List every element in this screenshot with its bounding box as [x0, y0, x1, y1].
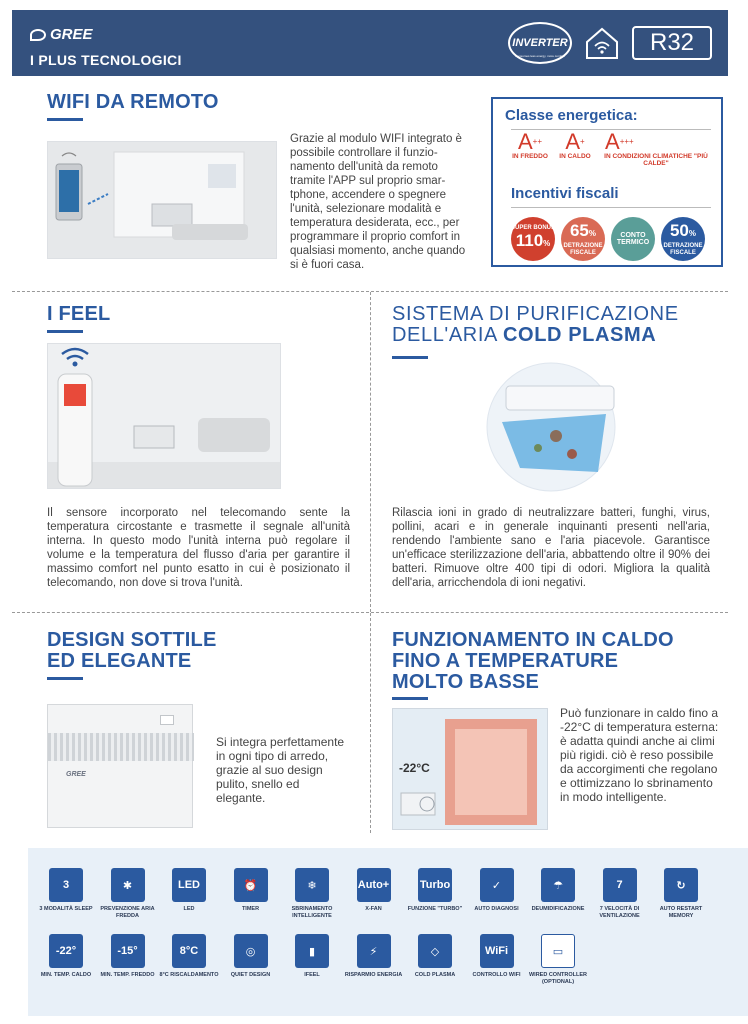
- incentive-conto-top: CONTO: [620, 232, 646, 239]
- dehumidification-icon: ☂: [541, 868, 575, 902]
- feature-label: 7 VELOCITÀ DI VENTILAZIONE: [599, 906, 640, 919]
- auto-diagnosis-icon: ✓: [480, 868, 514, 902]
- feature-item: [282, 868, 342, 920]
- wifi-control-icon: WiFi: [480, 934, 514, 968]
- quiet-design-icon: ◎: [234, 934, 268, 968]
- grade-cooling-sup: ++: [532, 137, 543, 146]
- feature-label: AUTO DIAGNOSI: [474, 906, 519, 912]
- feature-label: DEUMIDIFICAZIONE: [531, 906, 585, 912]
- wifi-description: Grazie al modulo WIFI integrato è possibile controllare il funzio-namento dell'unità da remoto tramite l'APP sul proprio smar-tphone, accendere o spegnere l'unità, selezionare modalità e temperatura desiderata, ecc., per programmare il proprio comfort in qualsiasi momento, anche quando si è fuori casa.: [290, 133, 466, 271]
- feature-item: [467, 934, 527, 979]
- grade-hot-letter: A: [605, 129, 620, 154]
- feature-label: SBRINAMENTO INTELLIGENTE: [291, 906, 333, 919]
- heating-title-line2: FINO A TEMPERATURE: [392, 650, 619, 672]
- wifi-section-title: WIFI DA REMOTO: [47, 91, 219, 113]
- heating-8c-icon: 8°C: [172, 934, 206, 968]
- grade-cooling-letter: A: [517, 129, 533, 154]
- feature-label: TIMER: [241, 906, 260, 912]
- design-description: Si integra perfettamente in ogni tipo di arredo, grazie al suo design pulito, snello ed elegante.: [216, 735, 345, 805]
- inverter-badge: [508, 22, 572, 64]
- r32-refrigerant-badge: R32: [632, 26, 712, 60]
- plasma-title-line2: [392, 325, 679, 346]
- brand-name: GREE: [50, 26, 93, 43]
- heating-title-underline: [392, 697, 428, 700]
- plasma-title-line2-bold: COLD PLASMA: [503, 324, 657, 346]
- heating-title-line3: MOLTO BASSE: [392, 671, 540, 693]
- grade-heating-label: IN CALDO: [559, 153, 591, 160]
- incentive-superbonus-value: 110: [515, 231, 544, 250]
- wired-controller-icon: ▭: [541, 934, 575, 968]
- incentive-50-value: 50: [669, 220, 689, 240]
- feature-label: MIN. TEMP. FREDDO: [100, 972, 155, 978]
- inverter-tagline: Consumes less energy, more comfort: [515, 54, 565, 58]
- wifi-illustration: [47, 141, 277, 259]
- ifeel-description: Il sensore incorporato nel telecomando sente la temperatura circostante e trasmette il segnale all'unità interna. In questo modo l'unità interna può regolare il volume e la temperatura del flusso d'aria per garantire il massimo comfort nel punto esatto in cui è posizionato il telecomando, non dove si trova l'unità.: [47, 507, 350, 589]
- gree-logo-icon: [30, 29, 46, 41]
- timer-icon: ⏰: [234, 868, 268, 902]
- feature-item: [98, 868, 158, 920]
- header-banner: [12, 10, 728, 76]
- grade-heating: [555, 131, 595, 160]
- grade-hot-climate: [601, 131, 711, 167]
- ifeel-title-underline: [47, 330, 83, 333]
- feature-label: FUNZIONE "TURBO": [407, 906, 463, 912]
- feature-item: [221, 868, 281, 913]
- features-panel: [28, 848, 748, 1016]
- cold-plasma-icon: ◇: [418, 934, 452, 968]
- feature-label: MIN. TEMP. CALDO: [40, 972, 92, 978]
- feature-item: [344, 934, 404, 979]
- plasma-title-line2-thin: DELL'ARIA: [392, 324, 497, 346]
- defrost-icon: ❄: [295, 868, 329, 902]
- brand-logo: [30, 26, 93, 43]
- feature-label: LED: [183, 906, 195, 912]
- auto-restart-icon: ↻: [664, 868, 698, 902]
- energy-saving-icon: ⚡: [357, 934, 391, 968]
- incentive-65-bottom: DETRAZIONE FISCALE: [563, 242, 603, 256]
- floor-unit-illustration: [47, 704, 193, 828]
- feature-item: [282, 934, 342, 979]
- grade-heating-letter: A: [565, 129, 580, 154]
- feature-label: IFEEL: [304, 972, 320, 978]
- feature-label: PREVENZIONE ARIA FREDDA: [100, 906, 155, 919]
- grade-cooling: [509, 131, 551, 160]
- plasma-description: Rilascia ioni in grado di neutralizzare batteri, funghi, virus, pollini, acari e in generale inquinanti presenti nell'aria, rendendo l'ambiente sano e l'aria piacevole. Garantisce un'efficace sterilizzazione dell'aria, abbattendo oltre il 90% dei batteri. Rimuove oltre 400 tipi di odori. Migliora la qualità dell'aria, arricchendola di ioni negativi.: [392, 507, 710, 589]
- feature-label: AUTO RESTART MEMORY: [659, 906, 703, 919]
- inverter-label: INVERTER: [512, 37, 568, 49]
- divider-bottom-vertical: [370, 613, 371, 833]
- feature-item: [36, 868, 96, 913]
- incentives-divider: [511, 207, 711, 208]
- cold-plasma-illustration-icon: [486, 362, 616, 492]
- incentive-50: [661, 217, 705, 261]
- heating-section-title: [392, 630, 674, 693]
- feature-label: WIRED CONTROLLER (OPTIONAL): [528, 972, 588, 985]
- grade-heating-sup: +: [580, 137, 585, 146]
- incentive-65-unit: %: [588, 228, 597, 238]
- heating-title-line1: FUNZIONAMENTO IN CALDO: [392, 629, 674, 651]
- ifeel-section-title: I FEEL: [47, 303, 111, 325]
- incentive-superbonus-unit: %: [543, 239, 551, 248]
- incentive-superbonus-top: SUPER BONUS: [511, 225, 556, 231]
- fan-speed-icon: 7: [603, 868, 637, 902]
- page-title: I PLUS TECNOLOGICI: [30, 52, 182, 68]
- anti-cold-air-icon: ✱: [111, 868, 145, 902]
- feature-item: [159, 868, 219, 913]
- min-temp-cool-icon: -15°: [111, 934, 145, 968]
- design-title-line1: DESIGN SOTTILE: [47, 629, 217, 651]
- design-title-underline: [47, 677, 83, 680]
- incentive-65: [561, 217, 605, 261]
- wifi-house-icon: [584, 24, 620, 62]
- feature-label: CONTROLLO WIFI: [472, 972, 521, 978]
- x-fan-icon: Auto+: [357, 868, 391, 902]
- incentive-65-value: 65: [569, 220, 589, 240]
- incentives-title: Incentivi fiscali: [511, 185, 619, 202]
- energy-class-title: Classe energetica:: [505, 107, 638, 124]
- feature-item: [405, 934, 465, 979]
- feature-item: [467, 868, 527, 913]
- incentive-conto-bottom: TERMICO: [616, 239, 650, 246]
- feature-label: COLD PLASMA: [414, 972, 456, 978]
- feature-item: [159, 934, 219, 979]
- incentive-conto-termico: [611, 217, 655, 261]
- grade-hot-label: IN CONDIZIONI CLIMATICHE "PIÙ CALDE": [604, 153, 708, 167]
- feature-label: QUIET DESIGN: [230, 972, 271, 978]
- divider-mid-vertical: [370, 292, 371, 612]
- floor-unit-brand: GREE: [66, 771, 86, 778]
- feature-item: [590, 868, 650, 920]
- feature-item: [36, 934, 96, 979]
- grade-hot-sup: +++: [619, 137, 634, 146]
- sleep-modes-icon: 3: [49, 868, 83, 902]
- feature-item: [528, 934, 588, 986]
- incentive-superbonus: [511, 217, 555, 261]
- feature-item: [528, 868, 588, 913]
- design-section-title: [47, 630, 216, 672]
- feature-label: 3 MODALITÀ SLEEP: [39, 906, 93, 912]
- feature-label: X-FAN: [365, 906, 382, 912]
- energy-class-box: [491, 97, 723, 267]
- feature-item: [98, 934, 158, 979]
- ifeel-icon: ▮: [295, 934, 329, 968]
- design-title-line2: ED ELEGANTE: [47, 650, 192, 672]
- led-icon: LED: [172, 868, 206, 902]
- feature-item: [405, 868, 465, 913]
- feature-item: [344, 868, 404, 913]
- energy-grades: [509, 131, 719, 171]
- wifi-scene-icon: [48, 142, 277, 259]
- heating-illustration: [392, 708, 548, 830]
- incentive-50-unit: %: [688, 228, 697, 238]
- turbo-icon: Turbo: [418, 868, 452, 902]
- feature-label: 8°C RISCALDAMENTO: [159, 972, 219, 978]
- plasma-title-line1: SISTEMA DI PURIFICAZIONE: [392, 303, 679, 325]
- heating-temp-label: -22°C: [399, 761, 430, 775]
- heating-description: Può funzionare in caldo fino a -22°C di temperatura esterna: è adatta quindi anche ai climi più rigidi. ciò è reso possibile da accorgimenti che regolano e ottimizzano lo sbrinamento in modo intelligente.: [560, 706, 719, 804]
- plasma-title-underline: [392, 356, 428, 359]
- feature-label: RISPARMIO ENERGIA: [344, 972, 403, 978]
- ifeel-illustration: [47, 343, 281, 489]
- plasma-section-title: [392, 304, 679, 346]
- min-temp-heat-icon: -22°: [49, 934, 83, 968]
- grade-cooling-label: IN FREDDO: [512, 153, 548, 160]
- feature-item: [221, 934, 281, 979]
- feature-item: [651, 868, 711, 920]
- wifi-title-underline: [47, 118, 83, 121]
- ifeel-scene-icon: [48, 344, 281, 489]
- incentive-50-bottom: DETRAZIONE FISCALE: [663, 242, 703, 256]
